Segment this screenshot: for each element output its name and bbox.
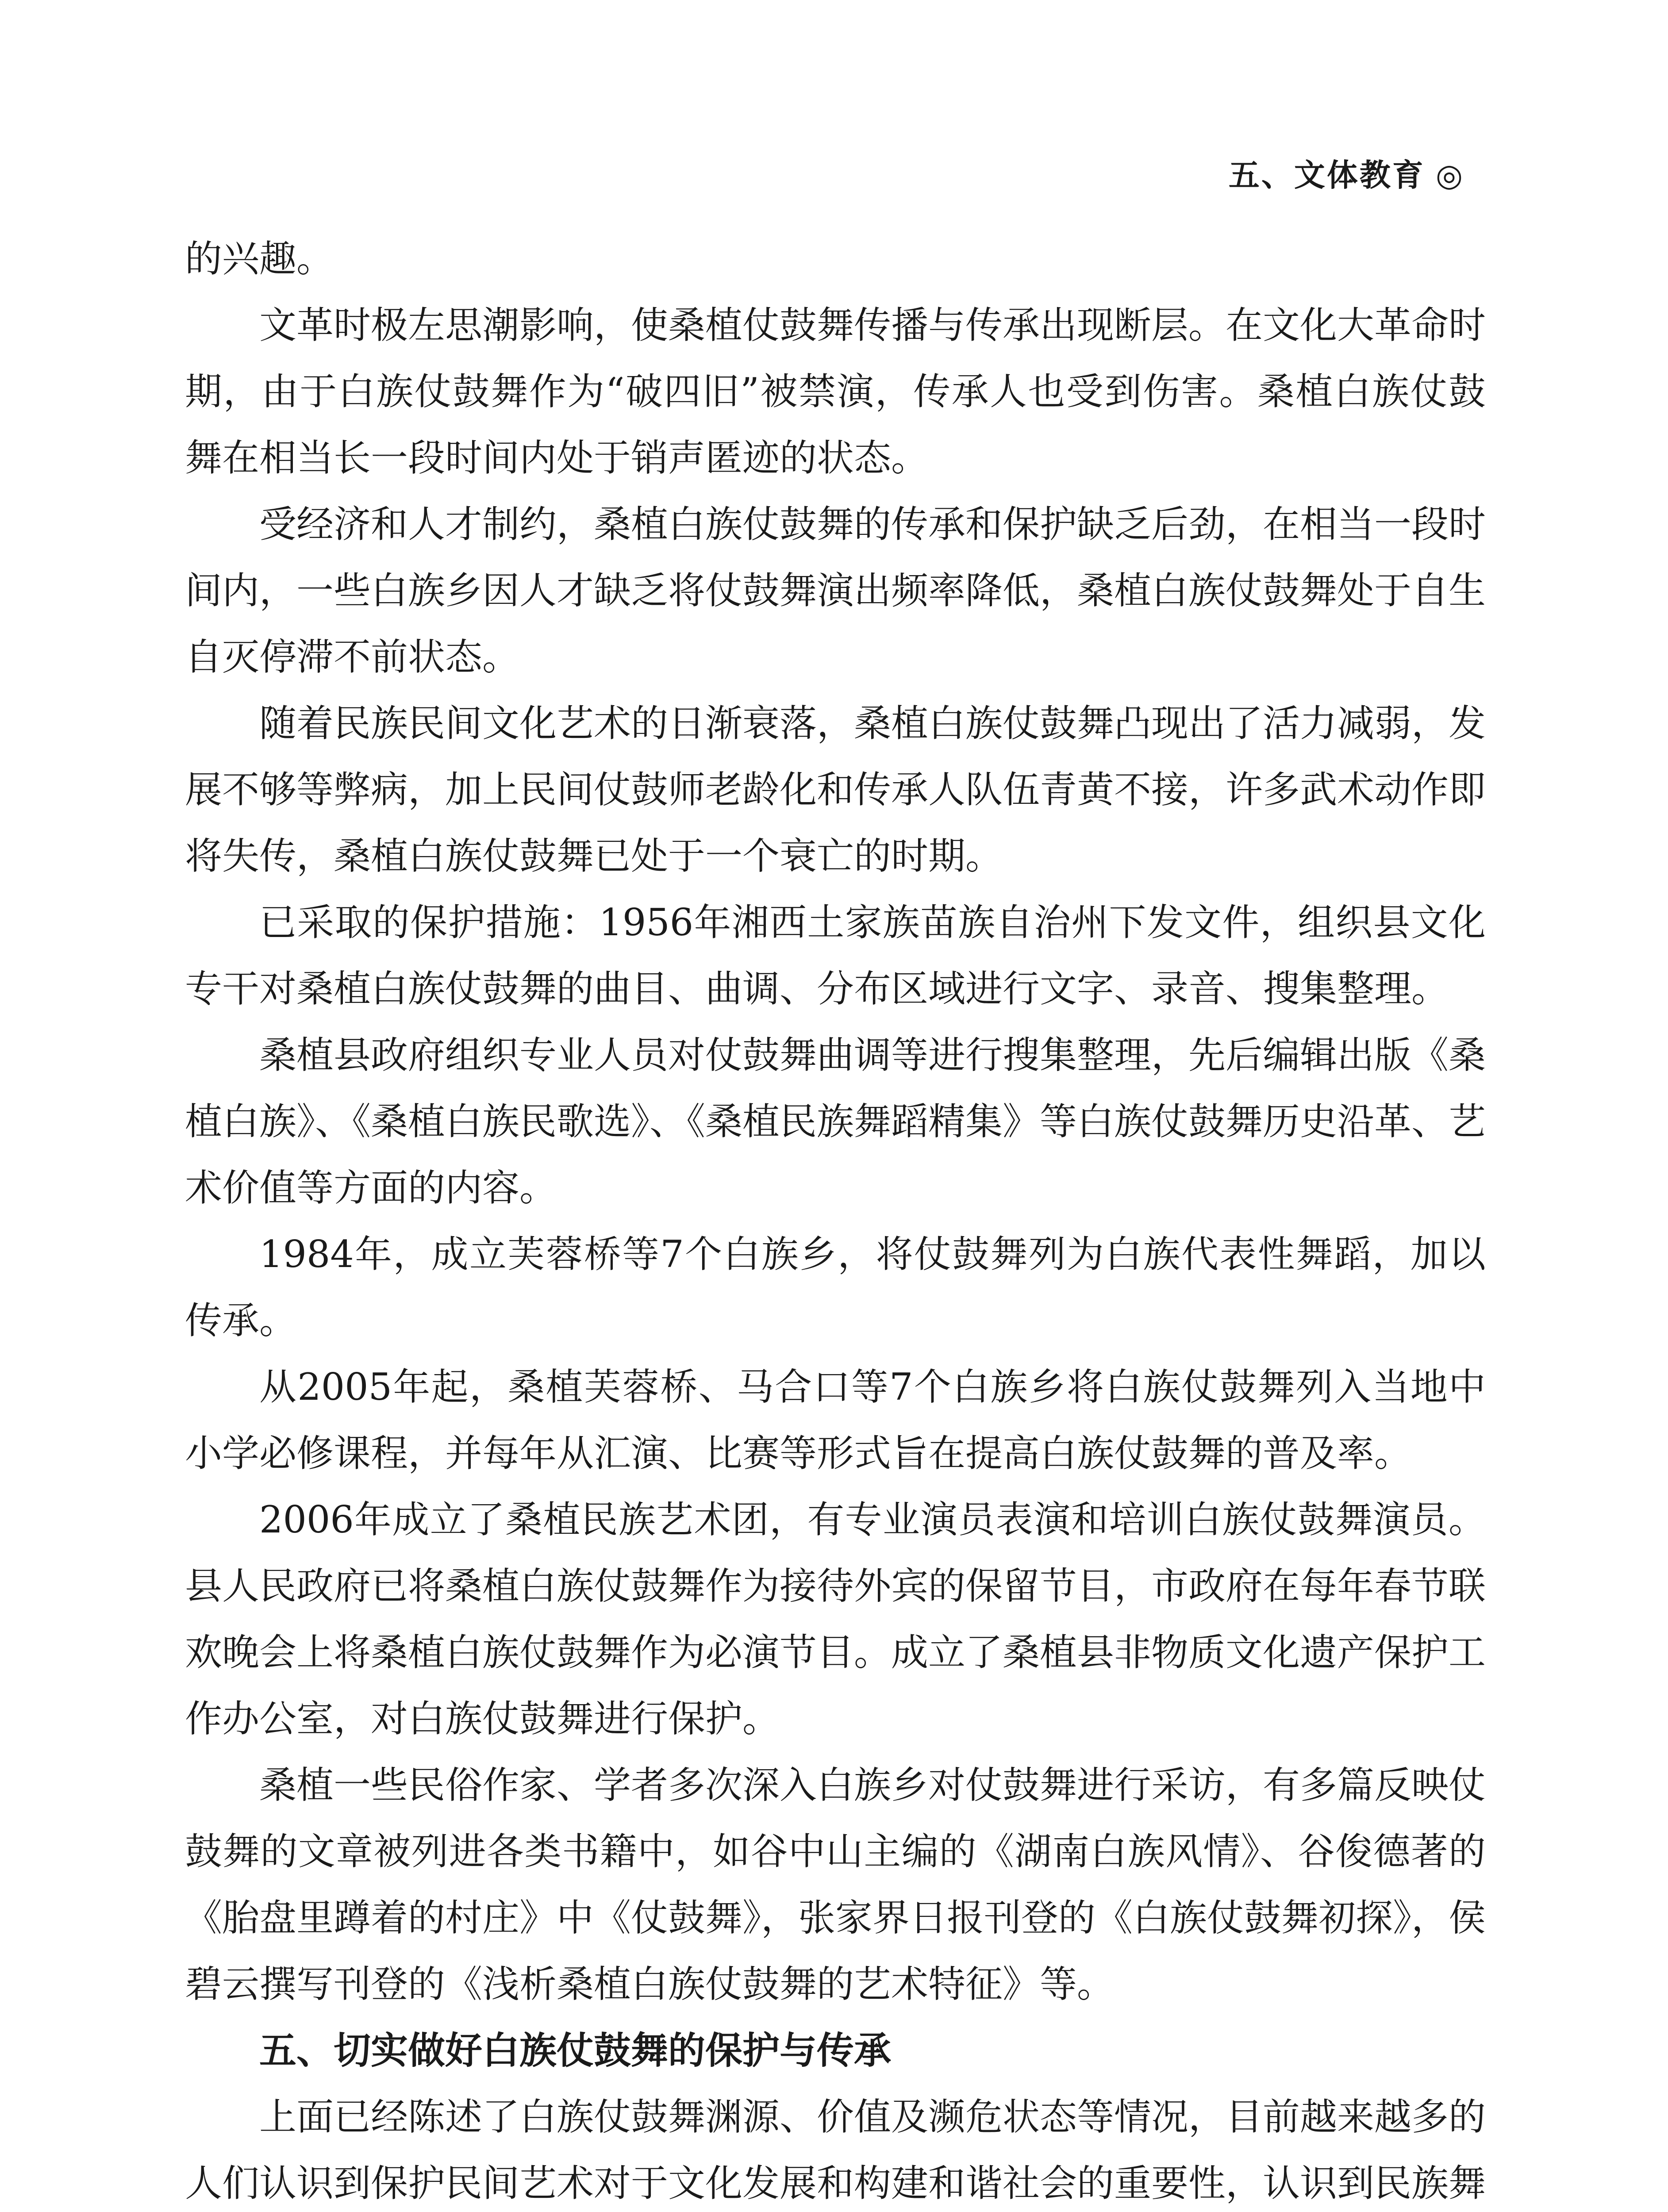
paragraph: 桑植县政府组织专业人员对仗鼓舞曲调等进行搜集整理，先后编辑出版《桑植白族》、《桑植白族民歌选》、《桑植民族舞蹈精集》等白族仗鼓舞历史沿革、艺术价值等方面的内容。	[185, 1033, 1486, 1210]
paragraph: 文革时极左思潮影响，使桑植仗鼓舞传播与传承出现断层。在文化大革命时期，由于白族仗鼓舞作为“破四旧”被禁演，传承人也受到伤害。桑植白族仗鼓舞在相当长一段时间内处于销声匿迹的状态。	[185, 303, 1486, 480]
paragraph: 受经济和人才制约，桑植白族仗鼓舞的传承和保护缺乏后劲，在相当一段时间内，一些白族乡因人才缺乏将仗鼓舞演出频率降低，桑植白族仗鼓舞处于自生自灭停滞不前状态。	[185, 503, 1486, 679]
paragraph: 2006年成立了桑植民族艺术团，有专业演员表演和培训白族仗鼓舞演员。县人民政府已将桑植白族仗鼓舞作为接待外宾的保留节目，市政府在每年春节联欢晚会上将桑植白族仗鼓舞作为必演节目。成立了桑植县非物质文化遗产保护工作办公室，对白族仗鼓舞进行保护。	[185, 1498, 1486, 1740]
paragraph: 从2005年起，桑植芙蓉桥、马合口等7个白族乡将白族仗鼓舞列入当地中小学必修课程，并每年从汇演、比赛等形式旨在提高白族仗鼓舞的普及率。	[185, 1365, 1486, 1475]
body-text	[185, 226, 1486, 2212]
section-title: 五、文体教育	[1228, 157, 1425, 193]
circle-mark-icon: ◎	[1435, 157, 1464, 193]
paragraph: 1984年，成立芙蓉桥等7个白族乡，将仗鼓舞列为白族代表性舞蹈，加以传承。	[185, 1233, 1486, 1342]
paragraph: 桑植一些民俗作家、学者多次深入白族乡对仗鼓舞进行采访，有多篇反映仗鼓舞的文章被列进各类书籍中，如谷中山主编的《湖南白族风情》、谷俊德著的《胎盘里蹲着的村庄》中《仗鼓舞》，张家界日报刊登的《白族仗鼓舞初探》，侯碧云撰写刊登的《浅析桑植白族仗鼓舞的艺术特征》等。	[185, 1763, 1486, 2006]
section-heading: 五、切实做好白族仗鼓舞的保护与传承	[259, 2028, 892, 2072]
paragraph-continued: 的兴趣。	[185, 237, 334, 280]
paragraph: 已采取的保护措施：1956年湘西土家族苗族自治州下发文件，组织县文化专干对桑植白族仗鼓舞的曲目、曲调、分布区域进行文字、录音、搜集整理。	[185, 901, 1486, 1010]
running-header	[1229, 150, 1464, 195]
paragraph: 上面已经陈述了白族仗鼓舞渊源、价值及濒危状态等情况，目前越来越多的人们认识到保护民间艺术对于文化发展和构建和谐社会的重要性，认识到民族舞	[185, 2095, 1486, 2205]
paragraph: 随着民族民间文化艺术的日渐衰落，桑植白族仗鼓舞凸现出了活力减弱，发展不够等弊病，加上民间仗鼓师老龄化和传承人队伍青黄不接，许多武术动作即将失传，桑植白族仗鼓舞已处于一个衰亡的时期。	[185, 702, 1486, 878]
